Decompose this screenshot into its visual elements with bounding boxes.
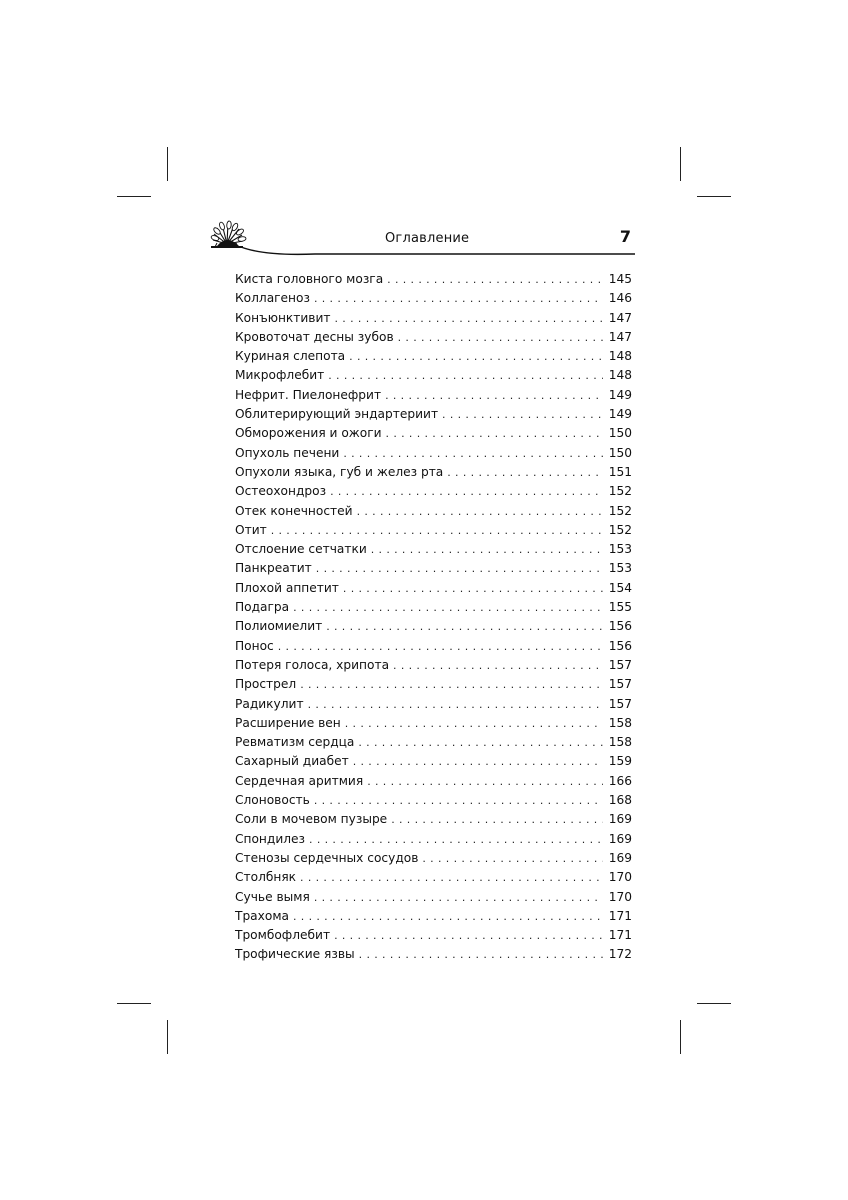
toc-entry-page-number: 151	[608, 464, 632, 479]
dot-leader	[385, 386, 603, 405]
toc-entry-title: Радикулит	[235, 696, 304, 711]
toc-entry[interactable]	[235, 868, 632, 887]
toc-entry-page-number: 146	[608, 291, 632, 306]
toc-entry-page-number: 156	[608, 638, 632, 653]
running-title: Оглавление	[385, 231, 470, 246]
dot-leader	[293, 907, 603, 926]
toc-entry-page-number: 152	[608, 522, 632, 537]
dot-leader	[343, 444, 603, 463]
dot-leader	[271, 521, 603, 540]
toc-entry-page-number: 157	[608, 657, 632, 672]
toc-entry-title: Отслоение сетчатки	[235, 542, 367, 557]
dot-leader	[387, 270, 603, 289]
toc-entry-title: Потеря голоса, хрипота	[235, 657, 390, 672]
toc-entry-title: Расширение вен	[235, 715, 341, 730]
dot-leader	[300, 868, 603, 887]
toc-entry-title: Трофические язвы	[235, 947, 355, 962]
toc-entry-page-number: 148	[608, 349, 632, 364]
dot-leader	[330, 482, 603, 501]
toc-entry[interactable]	[235, 695, 632, 714]
toc-entry-title: Подагра	[235, 600, 290, 615]
toc-entry-page-number: 169	[608, 831, 632, 846]
toc-entry-page-number: 154	[608, 580, 632, 595]
toc-entry-title: Слоновость	[235, 793, 310, 808]
dot-leader	[309, 830, 603, 849]
toc-entry[interactable]	[235, 521, 632, 540]
toc-entry-title: Ревматизм сердца	[235, 735, 355, 750]
toc-entry[interactable]	[235, 849, 632, 868]
toc-entry[interactable]	[235, 598, 632, 617]
dot-leader	[314, 791, 603, 810]
toc-entry-title: Соли в мочевом пузыре	[235, 812, 388, 827]
toc-entry[interactable]	[235, 444, 632, 463]
toc-entry-page-number: 169	[608, 812, 632, 827]
dot-leader	[314, 289, 603, 308]
toc-entry[interactable]	[235, 289, 632, 308]
toc-entry-title: Понос	[235, 638, 274, 653]
toc-entry-page-number: 157	[608, 696, 632, 711]
toc-entry-title: Прострел	[235, 677, 297, 692]
dot-leader	[353, 752, 603, 771]
toc-entry-page-number: 147	[608, 310, 632, 325]
dot-leader	[447, 463, 603, 482]
toc-entry-title: Сердечная аритмия	[235, 773, 364, 788]
toc-entry-title: Нефрит. Пиелонефрит	[235, 387, 382, 402]
toc-entry[interactable]	[235, 347, 632, 366]
toc-entry[interactable]	[235, 907, 632, 926]
toc-entry[interactable]	[235, 482, 632, 501]
crop-mark-bottom-right-horizontal	[697, 1003, 731, 1004]
toc-entry[interactable]	[235, 791, 632, 810]
crop-mark-top-right-vertical	[680, 147, 681, 181]
dot-leader	[371, 540, 603, 559]
dot-leader	[278, 637, 603, 656]
toc-entry-title: Сахарный диабет	[235, 754, 349, 769]
toc-entry-page-number: 145	[608, 272, 632, 286]
toc-entry-title: Облитерирующий эндартериит	[235, 407, 439, 422]
running-header	[205, 216, 635, 258]
toc-entry-title: Тромбофлебит	[235, 928, 331, 943]
dot-leader	[442, 405, 603, 424]
toc-entry[interactable]	[235, 714, 632, 733]
toc-entry-page-number: 149	[608, 407, 632, 422]
toc-entry-title: Конъюнктивит	[235, 310, 331, 325]
dot-leader	[334, 926, 603, 945]
toc-entry-page-number: 159	[608, 754, 632, 769]
toc-entry[interactable]	[235, 502, 632, 521]
toc-entry[interactable]	[235, 888, 632, 907]
toc-entry-page-number: 157	[608, 677, 632, 692]
toc-entry-title: Сучье вымя	[235, 889, 310, 904]
toc-entry-page-number: 150	[608, 445, 632, 460]
toc-entry-page-number: 153	[608, 542, 632, 557]
dot-leader	[328, 366, 603, 385]
toc-entry-title: Коллагеноз	[235, 291, 310, 306]
toc-entry-title: Отек конечностей	[235, 503, 353, 518]
toc-entry[interactable]	[235, 617, 632, 636]
toc-entry[interactable]	[235, 424, 632, 443]
dot-leader	[422, 849, 603, 868]
toc-entry-page-number: 171	[608, 928, 632, 943]
table-of-contents	[235, 270, 632, 965]
toc-entry[interactable]	[235, 463, 632, 482]
toc-entry-title: Микрофлебит	[235, 368, 325, 383]
toc-entry[interactable]	[235, 405, 632, 424]
toc-entry-page-number: 170	[608, 870, 632, 885]
crop-mark-bottom-left-vertical	[167, 1020, 168, 1054]
toc-entry-title: Плохой аппетит	[235, 580, 339, 595]
toc-entry[interactable]	[235, 830, 632, 849]
toc-entry[interactable]	[235, 772, 632, 791]
dot-leader	[358, 733, 603, 752]
crop-mark-top-right-horizontal	[697, 196, 731, 197]
dot-leader	[316, 559, 603, 578]
toc-entry-page-number: 148	[608, 368, 632, 383]
dot-leader	[391, 810, 603, 829]
toc-entry[interactable]	[235, 559, 632, 578]
toc-entry[interactable]	[235, 309, 632, 328]
toc-entry[interactable]	[235, 637, 632, 656]
toc-entry[interactable]	[235, 752, 632, 771]
page-number: 7	[619, 227, 631, 246]
toc-entry-title: Куриная слепота	[235, 349, 346, 364]
toc-entry-page-number: 152	[608, 503, 632, 518]
dot-leader	[343, 579, 603, 598]
dot-leader	[293, 598, 603, 617]
toc-entry[interactable]	[235, 810, 632, 829]
toc-entry-title: Обморожения и ожоги	[235, 426, 382, 441]
toc-entry-title: Киста головного мозга	[235, 272, 384, 286]
toc-entry-title: Опухоль печени	[235, 445, 340, 460]
toc-entry[interactable]	[235, 270, 632, 289]
toc-entry-title: Кровоточат десны зубов	[235, 329, 394, 344]
toc-entry-page-number: 152	[608, 484, 632, 499]
toc-entry-title: Отит	[235, 522, 267, 537]
dot-leader	[359, 945, 603, 964]
toc-entry-title: Спондилез	[235, 831, 306, 846]
dot-leader	[367, 772, 603, 791]
dot-leader	[308, 695, 603, 714]
toc-entry[interactable]	[235, 675, 632, 694]
toc-entry-page-number: 166	[608, 773, 632, 788]
dot-leader	[386, 424, 603, 443]
toc-entry-page-number: 172	[608, 947, 632, 962]
toc-entry-title: Полиомиелит	[235, 619, 323, 634]
toc-entry-page-number: 155	[608, 600, 632, 615]
crop-mark-top-left-vertical	[167, 147, 168, 181]
toc-entry-page-number: 158	[608, 715, 632, 730]
toc-entry-title: Панкреатит	[235, 561, 312, 576]
dot-leader	[357, 502, 603, 521]
toc-entry-page-number: 156	[608, 619, 632, 634]
toc-entry-page-number: 158	[608, 735, 632, 750]
toc-entry[interactable]	[235, 945, 632, 964]
toc-entry-title: Остеохондроз	[235, 484, 327, 499]
toc-entry-page-number: 153	[608, 561, 632, 576]
toc-entry-title: Трахома	[235, 908, 289, 923]
dot-leader	[326, 617, 603, 636]
toc-entry-page-number: 170	[608, 889, 632, 904]
crop-mark-bottom-right-vertical	[680, 1020, 681, 1054]
toc-entry[interactable]	[235, 328, 632, 347]
toc-entry-title: Столбняк	[235, 870, 297, 885]
toc-entry[interactable]	[235, 656, 632, 675]
toc-entry[interactable]	[235, 926, 632, 945]
dot-leader	[335, 309, 603, 328]
crop-mark-top-left-horizontal	[117, 196, 151, 197]
toc-entry[interactable]	[235, 733, 632, 752]
toc-entry-page-number: 150	[608, 426, 632, 441]
toc-entry-page-number: 147	[608, 329, 632, 344]
toc-entry[interactable]	[235, 540, 632, 559]
toc-entry[interactable]	[235, 366, 632, 385]
toc-entry-page-number: 149	[608, 387, 632, 402]
toc-entry[interactable]	[235, 386, 632, 405]
toc-entry-page-number: 168	[608, 793, 632, 808]
toc-entry-title: Стенозы сердечных сосудов	[235, 850, 419, 865]
toc-entry[interactable]	[235, 579, 632, 598]
dot-leader	[300, 675, 603, 694]
toc-entry-page-number: 171	[608, 908, 632, 923]
toc-entry-page-number: 169	[608, 850, 632, 865]
crop-mark-bottom-left-horizontal	[117, 1003, 151, 1004]
dot-leader	[345, 714, 603, 733]
dot-leader	[398, 328, 603, 347]
toc-entry-title: Опухоли языка, губ и желез рта	[235, 464, 444, 479]
dot-leader	[393, 656, 603, 675]
dot-leader	[349, 347, 603, 366]
dot-leader	[314, 888, 603, 907]
